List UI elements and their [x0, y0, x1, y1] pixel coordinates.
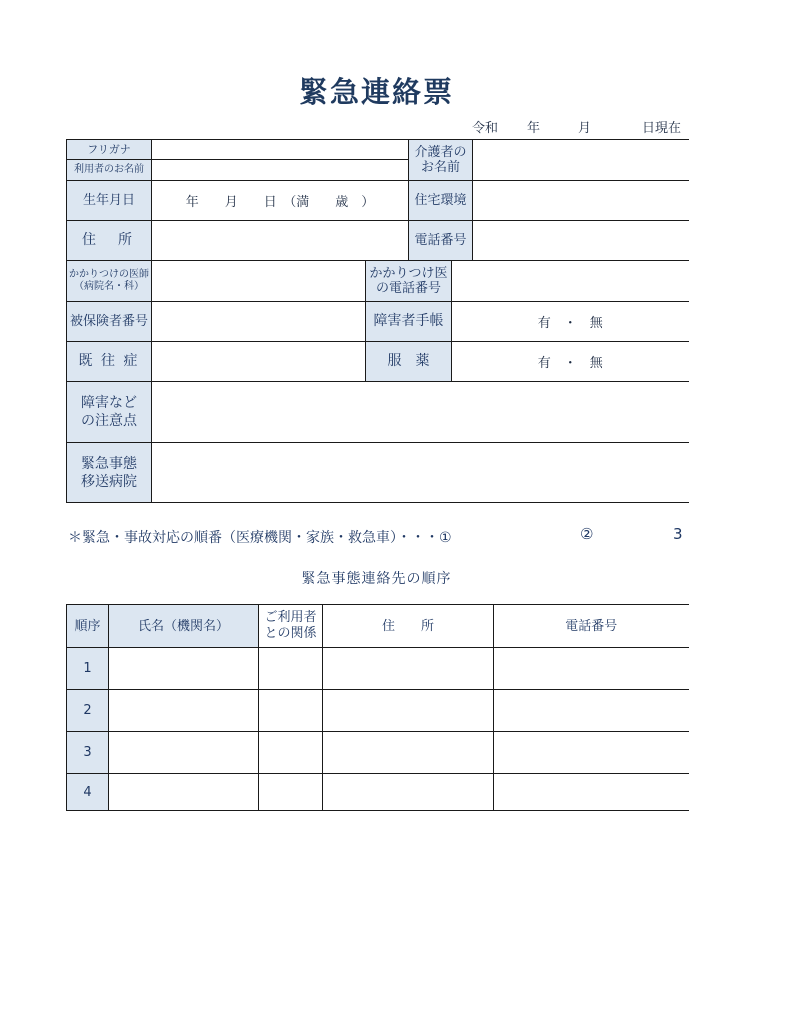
- date-year: 年: [527, 121, 541, 136]
- transfer-hospital-field[interactable]: [152, 443, 689, 503]
- header-name: 氏名（機関名）: [109, 605, 259, 648]
- relation-cell[interactable]: [259, 732, 323, 774]
- phone-cell[interactable]: [494, 648, 689, 690]
- birthdate-label: 生年月日: [67, 181, 152, 221]
- caregiver-name-field[interactable]: [473, 140, 689, 181]
- user-name-field[interactable]: [152, 160, 409, 181]
- user-name-label: 利用者のお名前: [67, 160, 152, 181]
- address-cell[interactable]: [323, 648, 494, 690]
- insured-number-field[interactable]: [152, 302, 366, 342]
- notes-label: 障害などの注意点: [67, 382, 152, 443]
- phone-field[interactable]: [473, 221, 689, 261]
- date-era: 令和: [472, 121, 499, 136]
- address-field[interactable]: [152, 221, 409, 261]
- medication-label: 服 薬: [366, 342, 452, 382]
- personal-info-table-top: [66, 139, 689, 261]
- date-day-suffix: 日現在: [642, 121, 682, 136]
- name-cell[interactable]: [109, 648, 259, 690]
- date-month: 月: [578, 121, 592, 136]
- name-cell[interactable]: [109, 774, 259, 811]
- doctor-label: [67, 261, 152, 302]
- phone-cell[interactable]: [494, 732, 689, 774]
- phone-cell[interactable]: [494, 690, 689, 732]
- housing-label: 住宅環境: [409, 181, 473, 221]
- furigana-field[interactable]: [152, 140, 409, 160]
- name-cell[interactable]: [109, 732, 259, 774]
- phone-cell[interactable]: [494, 774, 689, 811]
- disability-book-label: 障害者手帳: [366, 302, 452, 342]
- medical-history-label: 既 往 症: [67, 342, 152, 382]
- transfer-hospital-label: 緊急事態移送病院: [67, 443, 152, 503]
- disability-book-field[interactable]: 有 ・ 無: [452, 302, 689, 342]
- row-number: 2: [67, 690, 109, 732]
- caregiver-name-label: 介護者のお名前: [409, 140, 473, 181]
- row-number: 4: [67, 774, 109, 811]
- contacts-table: [66, 604, 689, 811]
- relation-cell[interactable]: [259, 690, 323, 732]
- page-title: 緊急連絡票: [298, 75, 454, 109]
- contacts-subtitle: 緊急事態連絡先の順序: [301, 571, 452, 587]
- doctor-field[interactable]: [152, 261, 366, 302]
- birthdate-field[interactable]: 年 月 日 （満 歳 ）: [152, 181, 409, 221]
- address-label: 住 所: [67, 221, 152, 261]
- order-note: ＊緊急・事故対応の順番（医療機関・家族・救急車）・・・①: [68, 530, 452, 546]
- medication-field[interactable]: 有 ・ 無: [452, 342, 689, 382]
- header-address: 住 所: [323, 605, 494, 648]
- row-number: 1: [67, 648, 109, 690]
- relation-cell[interactable]: [259, 774, 323, 811]
- order-circle-3: 3: [673, 525, 683, 543]
- doctor-phone-field[interactable]: [452, 261, 689, 302]
- name-cell[interactable]: [109, 690, 259, 732]
- notes-field[interactable]: [152, 382, 689, 443]
- table-row: [67, 732, 689, 774]
- doctor-label-line1: かかりつけの医師: [69, 269, 149, 280]
- table-row: [67, 774, 689, 811]
- header-relation: ご利用者との関係: [259, 605, 323, 648]
- table-row: [67, 648, 689, 690]
- address-cell[interactable]: [323, 690, 494, 732]
- medical-history-field[interactable]: [152, 342, 366, 382]
- insured-number-label: 被保険者番号: [67, 302, 152, 342]
- address-cell[interactable]: [323, 774, 494, 811]
- row-number: 3: [67, 732, 109, 774]
- header-phone: 電話番号: [494, 605, 689, 648]
- relation-cell[interactable]: [259, 648, 323, 690]
- housing-field[interactable]: [473, 181, 689, 221]
- doctor-label-line2: （病院名・科）: [74, 281, 144, 292]
- personal-info-table-bottom: [66, 260, 689, 503]
- phone-label: 電話番号: [409, 221, 473, 261]
- order-circle-2: ②: [580, 525, 594, 543]
- header-order: 順序: [67, 605, 109, 648]
- furigana-label: フリガナ: [67, 140, 152, 160]
- doctor-phone-label: かかりつけ医の電話番号: [366, 261, 452, 302]
- address-cell[interactable]: [323, 732, 494, 774]
- table-row: [67, 690, 689, 732]
